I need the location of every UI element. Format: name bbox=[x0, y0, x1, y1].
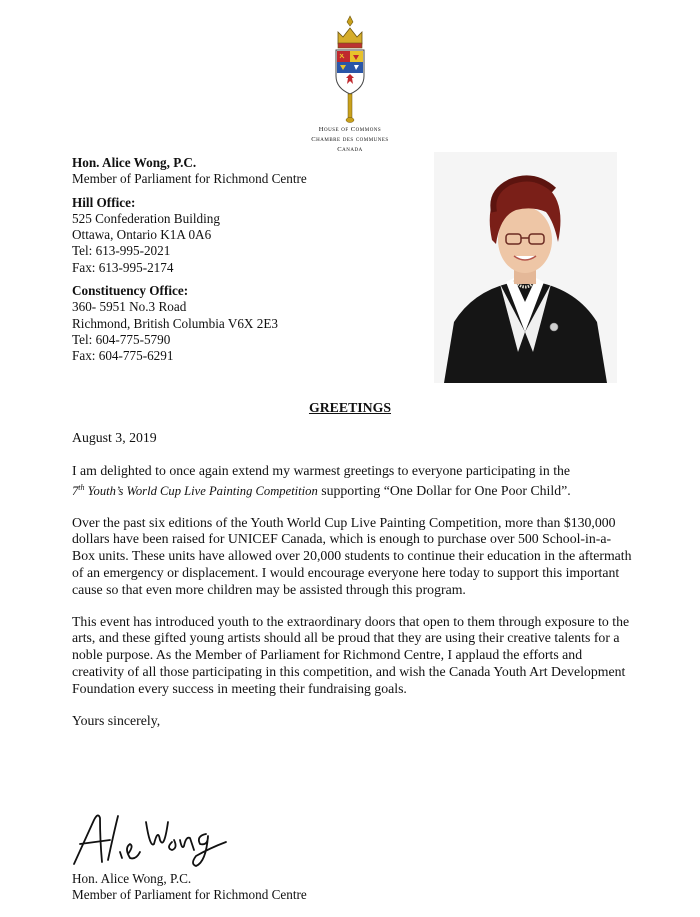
hill-address-1: 525 Confederation Building bbox=[72, 210, 220, 226]
crest-line-2: Chambre des communes bbox=[311, 136, 389, 143]
event-title: Youth’s World Cup Live Painting Competition bbox=[84, 483, 318, 498]
mace-crest-icon bbox=[328, 14, 372, 124]
handwritten-signature bbox=[70, 792, 230, 872]
hill-office-heading: Hill Office: bbox=[72, 194, 136, 210]
constituency-tel: Tel: 604-775-5790 bbox=[72, 331, 171, 347]
signatory-role: Member of Parliament for Richmond Centre bbox=[72, 886, 307, 902]
event-name bbox=[72, 484, 318, 498]
edition-number: 7 bbox=[72, 483, 79, 498]
mp-role: Member of Parliament for Richmond Centre bbox=[72, 171, 307, 187]
constituency-fax: Fax: 604-775-6291 bbox=[72, 348, 174, 364]
house-of-commons-crest bbox=[310, 14, 390, 153]
contact-block bbox=[72, 155, 307, 372]
closing: Yours sincerely, bbox=[72, 712, 161, 728]
hill-fax: Fax: 613-995-2174 bbox=[72, 259, 174, 275]
constituency-office bbox=[72, 283, 307, 364]
paragraph-3: This event has introduced youth to the extraordinary doors that open to them through exposure to the arts, and these gifted young artists should all be proud that they are using their creative talents for a noble purpose. As the Member of Parliament for Richmond Centre, I applaud the efforts and creativity of all those participating in this competition, and wish the Canada Youth Art Development Foundation every success in meeting their fundraising goals. bbox=[72, 613, 630, 696]
mp-name: Hon. Alice Wong, P.C. bbox=[72, 155, 197, 170]
hill-tel: Tel: 613-995-2021 bbox=[72, 243, 171, 259]
portrait-photo bbox=[434, 152, 617, 383]
paragraph-1 bbox=[72, 463, 632, 500]
paragraph-1-tail: supporting “One Dollar for One Poor Child”. bbox=[317, 482, 571, 498]
portrait-image bbox=[434, 152, 617, 383]
signature-image bbox=[70, 792, 230, 872]
letter-date: August 3, 2019 bbox=[72, 430, 157, 445]
paragraph-1-intro: I am delighted to once again extend my warmest greetings to everyone participating in the bbox=[72, 462, 571, 478]
hill-office bbox=[72, 195, 307, 276]
crest-line-1: House of Commons bbox=[318, 126, 382, 133]
crest-line-3: Canada bbox=[337, 146, 363, 153]
letter-body bbox=[72, 430, 632, 744]
edition-suffix: th bbox=[78, 482, 85, 492]
constituency-office-heading: Constituency Office: bbox=[72, 283, 189, 299]
hill-address-2: Ottawa, Ontario K1A 0A6 bbox=[72, 227, 212, 243]
constituency-address-1: 360- 5951 No.3 Road bbox=[72, 299, 187, 315]
paragraph-2: Over the past six editions of the Youth World Cup Live Painting Competition, more than $130,000 dollars have been raised for UNICEF Canada, which is enough to purchase over 500 School-in-a-Box units. These units have allowed over 20,000 students to continue their education in the aftermath of an emergency or displacement. I would encourage everyone here today to support this important cause so that even more children may be assisted through this program. bbox=[72, 514, 632, 597]
constituency-address-2: Richmond, British Columbia V6X 2E3 bbox=[72, 315, 278, 331]
letter-title: GREETINGS bbox=[308, 400, 392, 415]
signatory-name: Hon. Alice Wong, P.C. bbox=[72, 871, 192, 886]
signature-block bbox=[72, 871, 307, 902]
